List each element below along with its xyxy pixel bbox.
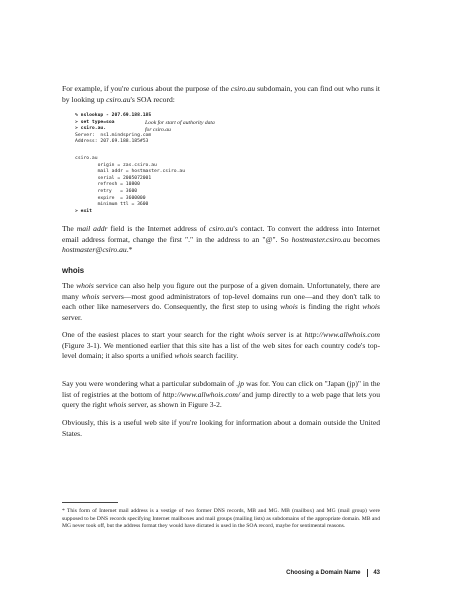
code-comment-2	[145, 127, 171, 135]
footnote: * This form of Internet mail address is a vestige of two former DNS records, MB and MG. MB (mailbox) and MG (mail group) were supposed to be DNS records specifying Internet mailboxes and mail groups (mailing lists) as subdomains of the appropriate domain. MB and MG never took off, but the address format they would have dictated is used in the SOA record, maybe for sentimental reasons.	[62, 508, 380, 529]
domain-name: csiro.au	[230, 84, 256, 93]
body-text: server.	[62, 312, 83, 322]
code-line: > exit	[75, 208, 92, 214]
body-text: is finding the right	[297, 302, 363, 311]
domain-name: hostmaster.csiro.au	[291, 234, 351, 244]
domain-name: .jp	[236, 379, 245, 388]
footnote-rule	[62, 502, 118, 503]
body-text: One of the easiest places to start your search for the right	[62, 330, 247, 339]
allwhois-paragraph	[62, 330, 380, 362]
page-number: 43	[373, 570, 380, 576]
intro-paragraph	[62, 84, 380, 105]
body-text: was for. You can click on "Japan (jp)" in the list of registries at the bottom of	[62, 379, 380, 399]
code-line: Address: 207.69.188.185#53	[75, 139, 149, 145]
body-text: field is the Internet address of	[107, 224, 209, 233]
chapter-title: Choosing a Domain Name	[286, 570, 361, 576]
url-link: http://www.allwhois.com/	[162, 389, 240, 399]
body-text: search facility.	[192, 351, 239, 360]
code-line: > csiro.au.	[75, 126, 107, 132]
body-text: The	[62, 281, 77, 290]
mail-addr-paragraph	[62, 224, 380, 256]
email-address: hostmaster@csiro.au	[62, 245, 127, 254]
term: whois	[280, 302, 298, 311]
term: whois	[246, 330, 265, 339]
whois-paragraph	[62, 281, 380, 323]
body-text: (Figure 3-1). We mentioned earlier that this site has a list of the web sites for each country code's top-level domain; it also sports a unified	[62, 340, 380, 360]
code-comment: for csiro.au	[145, 127, 171, 133]
code-line: minimum ttl = 3600	[75, 202, 149, 208]
body-text: becomes	[350, 234, 380, 244]
domain-name: csiro.au	[106, 94, 131, 104]
code-line: csiro.au	[75, 156, 98, 161]
intro-text: subdomain, you can find out who runs it by looking up	[62, 84, 380, 104]
code-line: mail addr = hostmaster.csiro.au	[75, 169, 186, 175]
body-text: servers—most good administrators of top-level domains run one—and they don't talk to each other like nameservers do. Consequently, the first step to using	[62, 291, 380, 311]
field-name: mail addr	[76, 224, 108, 233]
term: whois	[81, 291, 100, 301]
code-line: refresh = 10800	[75, 182, 140, 188]
term: whois	[108, 400, 127, 409]
body-text: Say you were wondering what a particular subdomain of	[62, 379, 237, 388]
body-text: The	[62, 224, 77, 233]
code-line: Server: ns1.mindspring.com	[75, 132, 152, 138]
body-text: server is at	[264, 330, 305, 339]
url-link: http://www.allwhois.com	[304, 330, 380, 339]
code-listing-commands	[75, 113, 151, 146]
intro-text: For example, if you're curious about the purpose of the	[62, 84, 231, 93]
page-footer	[250, 569, 380, 577]
code-listing-soa	[75, 156, 185, 215]
code-line: origin = zas.csiro.au	[75, 162, 157, 168]
code-comment: Look for start of authority data	[145, 120, 215, 126]
domain-name: csiro.au	[208, 224, 234, 233]
term: whois	[76, 281, 94, 290]
body-text: .*	[126, 245, 133, 254]
jp-paragraph	[62, 379, 380, 411]
body-text: server, as shown in Figure 3-2.	[126, 400, 222, 409]
intro-text: 's SOA record:	[130, 94, 175, 104]
closing-paragraph: Obviously, this is a useful web site if you're looking for information about a domain outside the United States.	[62, 418, 380, 438]
term: whois	[362, 302, 380, 311]
code-line: retry = 3600	[75, 188, 138, 194]
section-heading: whois	[62, 266, 85, 275]
code-line: serial = 2005072001	[75, 175, 152, 181]
code-line: % nslookup - 207.69.188.185	[75, 113, 152, 118]
code-line: > set type=soa	[75, 119, 115, 125]
body-text: and jump directly to a web page that lets you query the right	[62, 389, 380, 409]
body-text: service can also help you figure out the purpose of a given domain. Unfortunately, there are many	[62, 281, 380, 301]
footer-divider	[367, 569, 368, 577]
body-text: 's contact. To convert the address into Internet email address format, change the first "." in the address to an "@". So	[62, 224, 380, 244]
code-line: expire = 3600000	[75, 195, 146, 201]
term: whois	[174, 351, 193, 360]
